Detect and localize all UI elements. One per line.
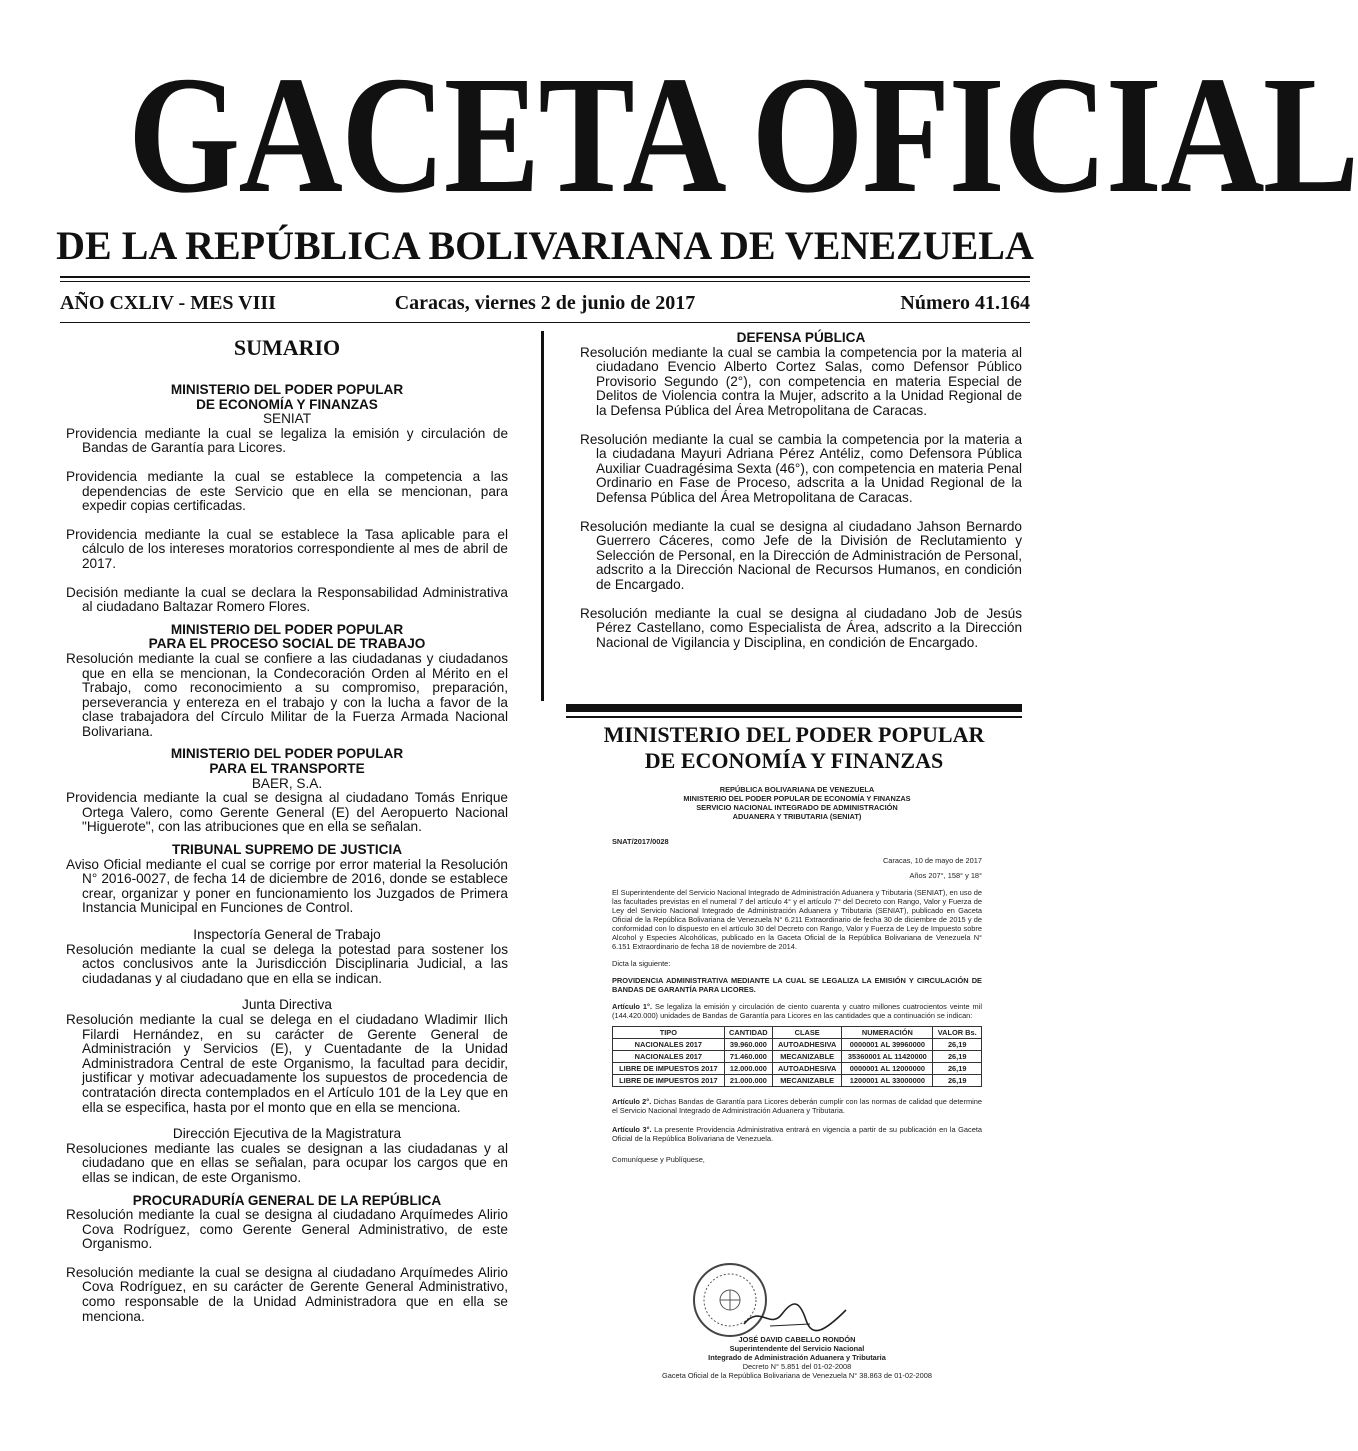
table-cell: NACIONALES 2017 [613, 1039, 725, 1051]
bands-table-header [613, 1027, 982, 1039]
table-cell: 12.000.000 [724, 1063, 772, 1075]
table-cell: 0000001 AL 12000000 [842, 1063, 933, 1075]
sumario-item: Providencia mediante la cual se establece la Tasa aplicable para el cálculo de los intereses moratorios correspondiente al mes de abril de 2017. [66, 526, 508, 571]
scan-header-line: MINISTERIO DEL PODER POPULAR DE ECONOMÍA Y FINANZAS [683, 794, 911, 803]
table-cell: 0000001 AL 39960000 [842, 1039, 933, 1051]
section-subtitle: Junta Directiva [242, 997, 332, 1013]
scan-article-1 [612, 1002, 982, 1020]
scan-closing: Comuníquese y Publíquese, [612, 1155, 705, 1164]
table-cell: AUTOADHESIVA [773, 1039, 842, 1051]
signer-gazette-ref: Gaceta Oficial de la República Bolivariana de Venezuela N° 38.863 de 01-02-2008 [661, 1371, 933, 1380]
scan-intro: El Superintendente del Servicio Nacional Integrado de Administración Aduanera y Tributaria (SENIAT), en uso de las facultades previstas en el numeral 7 del artículo 4° y el artículo 7° del Decreto con Rango, Valor y Fuerza de Ley del Servicio Nacional Integrado de Administración Aduanera y Tributaria (SENIAT), publicado en Gaceta Oficial de la República Bolivariana de Venezuela N° 6.211 Extraordinario de fecha 30 de diciembre de 2015 y de conformidad con lo dispuesto en el artículo 30 del Decreto con Rango, Valor y Fuerza de Ley de Impuesto sobre Alcohol y Especies Alcohólicas, publicado en la Gaceta Oficial de la República Bolivariana de Venezuela N° 6.151 Extraordinario de fecha 18 de noviembre de 2014. [612, 888, 982, 951]
ministry-bar [566, 704, 1022, 712]
column-header: TIPO [613, 1027, 725, 1039]
scan-article-label: Artículo 3°. [612, 1125, 652, 1134]
info-rule [60, 322, 1030, 323]
gazette-masthead-title: GACETA OFICIAL [127, 42, 1358, 228]
sumario-item: Providencia mediante la cual se legaliza la emisión y circulación de Bandas de Garantía para Licores. [66, 425, 508, 456]
signature-icon [740, 1296, 850, 1336]
section-title: MINISTERIO DEL PODER POPULAR [170, 621, 404, 637]
ministry-bar-thin [566, 716, 1022, 718]
signer-title: Superintendente del Servicio Nacional [729, 1344, 865, 1353]
signature-block [612, 1335, 982, 1380]
signer-title: Integrado de Administración Aduanera y Tributaria [708, 1353, 886, 1362]
ministry-heading [566, 722, 1022, 774]
sumario-item: Resolución mediante la cual se delega la potestad para sostener los actos conclusivos ante la Jurisdicción Disciplinaria Judicial, a las ciudadanas y al ciudadano que en ella se indican. [66, 941, 508, 986]
table-cell: MECANIZABLE [773, 1051, 842, 1063]
signer-name: JOSÉ DAVID CABELLO RONDÓN [738, 1335, 856, 1344]
column-divider [541, 331, 544, 701]
issue-place-date: Caracas, viernes 2 de junio de 2017 [394, 292, 696, 314]
sumario-title: SUMARIO [233, 335, 341, 360]
section-title: MINISTERIO DEL PODER POPULAR [170, 382, 404, 397]
scan-reference: SNAT/2017/0028 [612, 837, 669, 846]
table-cell: LIBRE DE IMPUESTOS 2017 [613, 1063, 725, 1075]
scan-dicta: Dicta la siguiente: [612, 959, 671, 968]
sumario-item: Resolución mediante la cual se cambia la competencia por la materia a la ciudadana Mayuri Adriana Pérez Antéliz, como Defensora Pública Auxiliar Cuadragésima Sexta (46°), con competencia en materia Penal Ordinario en Fase de Proceso, adscrita a la Unidad Regional de la Defensa Pública del Área Metropolitana de Caracas. [580, 431, 1022, 505]
table-row [613, 1039, 982, 1051]
section-subtitle: Dirección Ejecutiva de la Magistratura [172, 1126, 402, 1142]
scan-providencia-title: PROVIDENCIA ADMINISTRATIVA MEDIANTE LA CUAL SE LEGALIZA LA EMISIÓN Y CIRCULACIÓN DE BANDAS DE GARANTÍA PARA LICORES. [612, 976, 982, 994]
column-header: CANTIDAD [724, 1027, 772, 1039]
column-header: CLASE [773, 1027, 842, 1039]
table-cell: 71.460.000 [724, 1051, 772, 1063]
table-cell: 21.000.000 [724, 1075, 772, 1087]
table-cell: 1200001 AL 33000000 [842, 1075, 933, 1087]
table-cell: 26,19 [933, 1063, 982, 1075]
scan-article-2 [612, 1097, 982, 1115]
scan-article-text: La presente Providencia Administrativa entrará en vigencia a partir de su publicación en la Gaceta Oficial de la República Bolivariana de Venezuela. [612, 1125, 982, 1143]
scan-header-line: REPÚBLICA BOLIVARIANA DE VENEZUELA [719, 785, 875, 794]
sumario-column [66, 331, 508, 1324]
table-cell: 39.960.000 [724, 1039, 772, 1051]
sumario-item: Resolución mediante la cual se designa al ciudadano Job de Jesús Pérez Castellano, como Especialista de Área, adscrito a la Dirección Nacional de Vigilancia y Disciplina, en condición de Encargado. [580, 605, 1022, 650]
table-row [613, 1051, 982, 1063]
issue-year-month: AÑO CXLIV - MES VIII [60, 292, 276, 314]
sumario-item: Providencia mediante la cual se establece la competencia a las dependencias de este Servicio que en ella se mencionan, para expedir copias certificadas. [66, 468, 508, 514]
section-subtitle: BAER, S.A. [251, 775, 323, 791]
sumario-item: Resolución mediante la cual se designa al ciudadano Arquímedes Alirio Cova Rodríguez, en su carácter de Gerente General Administrativo, como responsable de la Unidad Administradora que en ella se menciona. [66, 1264, 508, 1324]
table-cell: LIBRE DE IMPUESTOS 2017 [613, 1075, 725, 1087]
scan-article-text: Se legaliza la emisión y circulación de ciento cuarenta y cuatro millones cuatrocientos veinte mil (144.420.000) unidades de Bandas de Garantía para Licores en las cantidades que a continuación se indican: [612, 1002, 982, 1020]
scan-years: Años 207°, 158° y 18° [909, 871, 982, 880]
scan-article-label: Artículo 2°. [612, 1097, 652, 1106]
table-cell: 26,19 [933, 1051, 982, 1063]
sumario-item: Resolución mediante la cual se designa al ciudadano Jahson Bernardo Guerrero Cáceres, como Jefe de la División de Reclutamiento y Selección de Personal, en la Dirección de Administración de Personal, adscrito a la Dirección Nacional de Recursos Humanos, en condición de Encargado. [580, 518, 1022, 592]
column-header: VALOR Bs. [933, 1027, 982, 1039]
masthead-rule-top [60, 276, 1030, 278]
issue-number: Número 41.164 [900, 292, 1030, 314]
sumario-item: Aviso Oficial mediante el cual se corrige por error material la Resolución N° 2016-0027, de fecha 14 de diciembre de 2016, donde se establece crear, organizar y poner en funcionamiento los Juzgados de Primera Instancia Municipal en Funciones de Control. [66, 856, 508, 916]
table-cell: 26,19 [933, 1075, 982, 1087]
section-title: TRIBUNAL SUPREMO DE JUSTICIA [171, 842, 403, 858]
table-cell: AUTOADHESIVA [773, 1063, 842, 1075]
scan-article-text: Dichas Bandas de Garantía para Licores deberán cumplir con las normas de calidad que determine el Servicio Nacional Integrado de Administración Aduanera y Tributaria. [612, 1097, 982, 1115]
column-header: NUMERACIÓN [842, 1027, 933, 1039]
ministry-heading-line: DE ECONOMÍA Y FINANZAS [644, 748, 944, 773]
scan-header-line: ADUANERA Y TRIBUTARIA (SENIAT) [732, 812, 862, 821]
section-title: DE ECONOMÍA Y FINANZAS [196, 396, 378, 412]
section-title: MINISTERIO DEL PODER POPULAR [170, 746, 404, 762]
table-row [613, 1075, 982, 1087]
sumario-item: Resolución mediante la cual se designa al ciudadano Arquímedes Alirio Cova Rodríguez, como Gerente General Administrativo, de este Organismo. [66, 1207, 508, 1252]
table-cell: MECANIZABLE [773, 1075, 842, 1087]
scan-article-label: Artículo 1°. [612, 1002, 653, 1011]
sumario-item: Decisión mediante la cual se declara la Responsabilidad Administrativa al ciudadano Baltazar Romero Flores. [66, 584, 508, 615]
section-title: PARA EL PROCESO SOCIAL DE TRABAJO [148, 636, 426, 652]
section-title: PARA EL TRANSPORTE [209, 761, 365, 777]
sumario-item: Resolución mediante la cual se confiere a las ciudadanas y ciudadanos que en ella se mencionan, la Condecoración Orden al Mérito en el Trabajo, como reconocimiento a su compromiso, preparación, perseverancia y entereza en el trabajo y con la lucha a favor de la clase trabajadora del Círculo Militar de la Fuerza Armada Nacional Bolivariana. [66, 650, 508, 739]
gazette-masthead-subtitle: DE LA REPÚBLICA BOLIVARIANA DE VENEZUELA [56, 223, 1034, 268]
table-row [613, 1063, 982, 1075]
ministry-heading-line: MINISTERIO DEL PODER POPULAR [603, 722, 985, 747]
bands-table [612, 1026, 982, 1087]
table-cell: NACIONALES 2017 [613, 1051, 725, 1063]
section-title: PROCURADURÍA GENERAL DE LA REPÚBLICA [132, 1192, 442, 1208]
sumario-item: Resolución mediante la cual se delega en el ciudadano Wladimir Ilich Filardi Hernández, en su carácter de Gerente General de Administración y Servicios (E), y Cuentadante de la Unidad Administradora Central de este Organismo, la facultad para decidir, justificar y motivar adecuadamente los supuestos de procedencia de contratación directa contemplados en el Artículo 101 de la Ley que en ella se especifica, hasta por el monto que en ella se menciona. [66, 1011, 508, 1115]
section-title: DEFENSA PÚBLICA [736, 330, 866, 345]
section-subtitle: Inspectoría General de Trabajo [193, 927, 381, 942]
scan-article-3 [612, 1125, 982, 1143]
scan-header-line: SERVICIO NACIONAL INTEGRADO DE ADMINISTRACIÓN [696, 803, 898, 812]
table-cell: 26,19 [933, 1039, 982, 1051]
section-subtitle: SENIAT [262, 411, 312, 427]
signer-decree: Decreto N° 5.851 del 01-02-2008 [742, 1362, 852, 1371]
sumario-item: Resolución mediante la cual se cambia la competencia por la materia al ciudadano Evencio Alberto Cortez Salas, como Defensor Público Provisorio Segundo (2°), con competencia en materia Especial de Delitos de Violencia contra la Mujer, adscrito a la Unidad Regional de la Defensa Pública del Área Metropolitana de Caracas. [580, 344, 1022, 418]
defensa-publica-column [580, 331, 1022, 650]
table-cell: 35360001 AL 11420000 [842, 1051, 933, 1063]
masthead-rule-thin [60, 281, 1030, 282]
sumario-item: Providencia mediante la cual se designa al ciudadano Tomás Enrique Ortega Valero, como Gerente General (E) del Aeropuerto Nacional "Higuerote", con las atribuciones que en ella se señalan. [66, 790, 508, 835]
sumario-item: Resoluciones mediante las cuales se designan a las ciudadanas y al ciudadano que en ellas se señalan, para ocupar los cargos que en ellas se indican, de este Organismo. [66, 1140, 508, 1185]
scan-date: Caracas, 10 de mayo de 2017 [882, 856, 982, 865]
issue-info-row [60, 289, 1030, 317]
